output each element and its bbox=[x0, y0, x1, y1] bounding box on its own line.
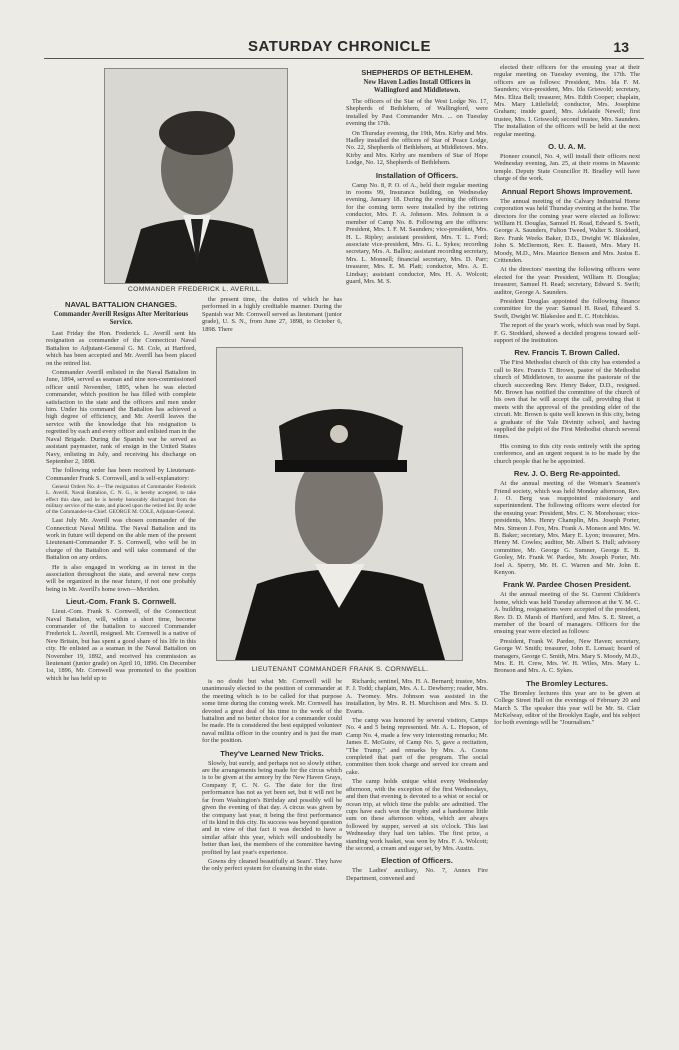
article-heading: SHEPHERDS OF BETHLEHEM. bbox=[361, 68, 473, 77]
article-heading: Rev. Francis T. Brown Called. bbox=[514, 348, 620, 358]
article-heading: They've Learned New Tricks. bbox=[220, 748, 324, 758]
article-subheading: Commander Averill Resigns After Meritorious Service. bbox=[53, 311, 189, 326]
article-subheading: New Haven Ladies Install Officers in Wallingford and Middletown. bbox=[363, 79, 471, 94]
article-paragraph: Gowns dry cleaned beautifully at Sears'. They have the only perfect system for cleansing in the state. bbox=[202, 857, 342, 873]
article-paragraph: At the directors' meeting the following officers were elected for the year: President, William H. Douglas; treasurer, Samuel H. Read; secretary, Edward S. Swift; auditor, George A. Saunders. bbox=[494, 266, 640, 296]
article-heading: Lieut.-Com. Frank S. Cornwell. bbox=[65, 597, 177, 607]
article-heading: NAVAL BATTALION CHANGES. bbox=[65, 300, 177, 309]
article-paragraph: Lieut.-Com. Frank S. Cornwell, of the Connecticut Naval Battalion, will, within a short time, become commander of the battalion to succeed Commander Frederick L. Averill, resigned. Mr. Cornwell is a native of New Britain, but has spent a good share of his life in this city. He enlisted as a seaman in the Naval Battalion on November 19, 1892, and received his commission as lieutenant (junior grade) on April 10, 1896. On December 1st, 1896, Mr. Cornwell was promoted to the position which he has held up to bbox=[46, 608, 196, 682]
column-4 bbox=[494, 64, 640, 1044]
article-paragraph: The report of the year's work, which was read by Supt. F. G. Stoddard, showed a decided progress toward self-support of the institution. bbox=[494, 322, 640, 344]
article-paragraph: Richards; sentinel, Mrs. H. A. Bernard; trustee, Mrs. F. J. Todd; chaplain, Mrs. A. L. Dewberry; reader, Mrs. A. Twomey. Mrs. Johnson was assisted in the installation, by Mrs. R. H. Murchison and Mrs. S. D. Evarts. bbox=[346, 678, 488, 715]
column-2-top bbox=[202, 296, 342, 342]
article-paragraph: Last Friday the Hon. Frederick L. Averill sent his resignation as commander of the Connecticut Naval Battalion to Adjutant-General G. M. Cole, at Hartford, which has been accepted and Mr. Averill has been placed on the retired list. bbox=[46, 330, 196, 367]
article-paragraph: President Douglas appointed the following finance committee for the year: Samuel H. Read, Edward S. Swift, Dwight W. Blakeslee and E. C. Hotchkiss. bbox=[494, 297, 640, 320]
portrait-averill-image bbox=[105, 69, 287, 283]
article-paragraph: the present time, the duties of which he has performed in a highly creditable manner. During the Spanish war Mr. Cornwell served as lieutenant (junior grade), U. S. N., from June 27, 1898, to October 6, 1898. There bbox=[202, 296, 342, 333]
article-paragraph: The Bromley lectures this year are to be given at College Street Hall on the evenings of February 20 and March 5. The speaker this year will be Mr. St. Clair McKelway, editor of the Brooklyn Eagle, and his subject for both evenings will be "Journalism." bbox=[494, 689, 640, 727]
article-paragraph: The officers of the Star of the West Lodge No. 17, Shepherds of Bethlehem, of Wallingford, were installed by Past Commander Mrs. ... on Tuesday evening the 17th. bbox=[346, 98, 488, 128]
caption-cornwell: LIEUTENANT COMMANDER FRANK S. CORNWELL. bbox=[251, 666, 429, 673]
article-paragraph: is no doubt but what Mr. Cornwell will be unanimously elected to the position of commander at the meeting which is to be called for that purpose some time during the coming week. Mr. Cornwell has devoted a great deal of his time to the work of the battalion and no better choice for a commander could be made. He is considered the best equipped volunteer naval militia officer in the country and is just the man for the position. bbox=[202, 678, 342, 745]
page-number: 13 bbox=[613, 39, 629, 55]
column-1 bbox=[46, 296, 196, 1044]
article-heading: Frank W. Pardee Chosen President. bbox=[503, 580, 631, 590]
article-paragraph: Commander Averill enlisted in the Naval Battalion in June, 1894, served as seaman and nine non-commissioned officer until November, 1895, when he was elected commander, which position he has filled with complete satisfaction to the state and the officers and men under him. Under his command the Battalion has achieved a high degree of efficiency, and Mr. Averill leaves the service with the knowledge that his resignation is regretted by each and every officer and enlisted man in the Naval Brigade. During the Spanish war he served as assistant paymaster, rank of ensign in the United States Navy, enlisting in July, and receiving his discharge on September 2, 1898. bbox=[46, 369, 196, 465]
article-paragraph: President, Frank W. Pardee, New Haven; secretary, George W. Smith; treasurer, John E. Lomasi; board of managers, George C. Smith, Mrs. Mary S. Moody, M.D., Mrs. E. H. Crew, Mrs. W. H. Wiles, Mrs. Mary L. Bronson and Mrs. A. C. Sykes. bbox=[494, 637, 640, 675]
column-2 bbox=[202, 678, 342, 1044]
portrait-photo-cornwell bbox=[216, 347, 463, 661]
article-paragraph: The following order has been received by Lieutenant-Commander Frank S. Cornwell, and is self-explanatory: bbox=[46, 467, 196, 482]
article-heading: Election of Officers. bbox=[381, 856, 453, 866]
column-3 bbox=[346, 678, 488, 1044]
masthead-title: SATURDAY CHRONICLE bbox=[248, 38, 431, 55]
article-paragraph: The Ladies' auxiliary, No. 7, Annex Fire Department, convened and bbox=[346, 867, 488, 882]
article-heading: Installation of Officers. bbox=[375, 170, 459, 180]
article-paragraph: Slowly, but surely, and perhaps not so slowly either, are the arrangements being made for the circus which is to be given at the armory by the New Haven Grays, Company F, C. N. G. The date for the first performance has not as yet been set, but it will not be far from Washington's Birthday and possibly will be given the evening of that day. A circus was given by the company last year, it being the first performance of its kind in this city. Its success was beyond question and in view of that fact it was decided to have a similar affair this year, which will undoubtedly be better than last, the members of the committee having profited by last year's experience. bbox=[202, 759, 342, 856]
masthead bbox=[0, 36, 679, 56]
article-paragraph: Pioneer council, No. 4, will install their officers next Wednesday evening, Jan. 25, at their rooms in Masonic temple. Deputy State Councillor H. Bradley will have charge of the work. bbox=[494, 153, 640, 183]
article-paragraph: On Thursday evening, the 19th, Mrs. Kirby and Mrs. Hadley installed the officers of Star of Peace Lodge, No. 22, Shepherds of Bethlehem, at Middletown. Mrs. Kirby and Mrs. Kirby are members of Star of Hope Lodge, No. 12, Shepherds of Bethlehem. bbox=[346, 129, 488, 167]
masthead-rule bbox=[44, 58, 644, 59]
general-order: General Orders No. 4—The resignation of Commander Frederick L. Averill, Naval Battalion, C. N. G., is hereby accepted, to take effect this date, and he is hereby honorably discharged from the military service of the state, and placed upon the retired list. By order of the Commander-in-Chief. GEORGE M. COLE, Adjutant-General. bbox=[46, 484, 196, 515]
article-heading: O. U. A. M. bbox=[548, 142, 586, 152]
article-paragraph: His coming to this city rests entirely with the spring conference, and an urgent request is to be made by the church people that he be appointed. bbox=[494, 442, 640, 465]
article-heading: Rev. J. O. Berg Re-appointed. bbox=[513, 469, 621, 479]
article-paragraph: The annual meeting of the Calvary Industrial Home corporation was held Thursday evening at the home. The directors for the coming year were elected as follows: William H. Douglas, Samuel H. Read, Edward S. Swift, George A. Saunders, Fulton Tweed, Walter S. Stoddard, Rev. Frank Weeks Baker, D.D., Dwight W. Blakeslee, John S. McDermott, Rev. E. Bassett, Mrs. Mary H. Moody, M.D., Mrs. Maurice Benson and Mrs. Justus E. Crittenden. bbox=[494, 197, 640, 264]
article-paragraph: At the annual meeting of the Woman's Seamen's Friend society, which was held Monday afternoon, Rev. J. O. Berg was reappointed missionary and superintendent. The following officers were elected for the ensuing year: President, Mrs. C. N. Morehouse; vice-presidents, Mrs. Henry Champlin, Mrs. Joseph Porter, Mrs. Simeon J. Fox, Mrs. Frank A. Monson and Mrs. W. B. Baker; secretary, Mrs. Mary E. Lyon; treasurer, Mrs. Henry M. Cowles; auditor, Mr. Albert S. Hull; advisory committee, Mr. George G. Sumner, George E. B. Gooley, Mr. Frank W. Pardee, Mr. Joseph Porter, Mr. Joel A. Sperry, Mr. H. C. Warren and Mr. John E. Kenyon. bbox=[494, 480, 640, 576]
article-paragraph: The First Methodist church of this city has extended a call to Rev. Francis T. Brown, pastor of the Methodist church of Middletown, to assume the pastorate of the church succeeding Rev. Henry Baker, D.D., resigned. Mr. Brown has notified the committee of the church of his own that he will accept the call, providing that it meets with the approval of the presiding elder of the circuit. Mr. Brown is quite well known in this city, being a graduate of the Yale Divinity school, and having supplied the pulpit of the First Methodist church several times. bbox=[494, 359, 640, 441]
portrait-photo-averill bbox=[104, 68, 288, 284]
article-paragraph: elected their officers for the ensuing year at their regular meeting on Tuesday evening, the 17th. The officers are as follows: President, Mrs. Ida F. M. Saunders; vice-president, Mrs. Ida Griswold; secretary, Mrs. Eliza Bell; treasurer, Mrs. Edith Cooper; chaplain, Mrs. Mary Littlefield; conductor, Mrs. Josephine Graham; inside guard, Mrs. Adelaide Newell; first trustee, Mrs. I. Griswold; second trustee, Mrs. Saunders. The installation of the officers will be held at the next regular meeting. bbox=[494, 64, 640, 138]
article-paragraph: Last July Mr. Averill was chosen commander of the Connecticut Naval Militia. The Naval Battalion and its work in future will depend on the able men of the present Lieutenant-Commander F. S. Cornwell, who will be in charge of the Battalion and will take command of the Battalion on any orders. bbox=[46, 517, 196, 562]
caption-averill: COMMANDER FREDERICK L. AVERILL. bbox=[127, 286, 263, 293]
article-paragraph: He is also engaged in working as in terest in the association throughout the state, and several new corps will be organized in the near future, if not one probably being in Mr. Averill's home town—Meriden. bbox=[46, 563, 196, 593]
article-paragraph: Camp No. 8, P. O. of A., held their regular meeting in rooms 99, Insurance building, on Wednesday evening, January 18. During the evening the officers for the coming term were installed by the retiring conductor, Mrs. F. A. Johnson. Mrs. Johnson is a member of Camp No. 8. Following are the officers: President, Mrs. I. F. M. Saunders; vice-president, Mrs. H. L. Ripley; assistant president, Mrs. T. L. Ford; associate vice-president, Mrs. G. L. Sykes; recording secretary, Mrs. A. Ballou; assistant recording secretary, Mrs. L. Monnell; financial secretary, Mrs. D. Parr; treasurer, Mrs. E. M. Platt; conductor, Mrs. A. E. Lindsay; assistant conductor, Mrs. H. A. Wolcott; guard, Mrs. M. S. bbox=[346, 181, 488, 285]
article-heading: Annual Report Shows Improvement. bbox=[501, 186, 633, 196]
article-paragraph: The camp holds unique whist every Wednesday afternoon, with the exception of the first Wednesdays, and then that evening is devoted to a whist or social or ocean trip, at which time the public are admitted. The cups have each won the trophy and a handsome little sum on these afternoon whists, which are always followed by supper, served at six o'clock. This last Wednesday they had ten tables. The first prize, a standing work basket, was won by Mrs. F. A. Wolcott; the second, a cream and sugar set, by Mrs. Austin. bbox=[346, 778, 488, 852]
article-paragraph: At the annual meeting of the St. Current Children's home, which was held Tuesday afternoon at the Y. M. C. A. building, resignations were accepted of the president, Rev. D. D. Marsh of Hartford, and Mrs. S. E. Street, a member of the board of managers. Officers for the ensuing year were elected as follows: bbox=[494, 591, 640, 636]
column-3-top bbox=[346, 64, 488, 342]
article-paragraph: The camp was honored by several visitors, Camps No. 4 and 5 being represented. Mr. A. L. Hopson, of Camp No. 4, made a few very interesting remarks; Mr. James E. McGuire, of Camp No. 5, gave a recitation, "The Tramp," and remarks by Mrs. A. Coons completed that part of the program. The social committee then took charge and served ice cream and cake. bbox=[346, 717, 488, 776]
portrait-cornwell-image bbox=[217, 348, 462, 660]
article-heading: The Bromley Lectures. bbox=[526, 678, 608, 688]
